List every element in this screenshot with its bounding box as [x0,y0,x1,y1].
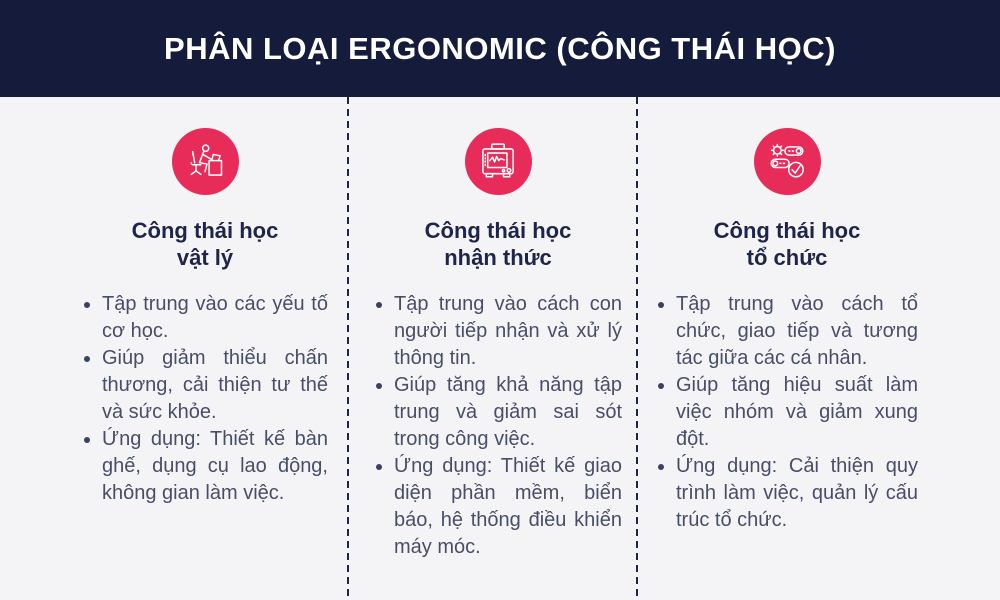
column-title-line2: vật lý [176,245,234,270]
column-title-line1: Công thái học [131,218,279,243]
person-at-desk-icon [172,128,239,195]
column-title-line1: Công thái học [424,218,572,243]
column-divider-2 [636,97,638,600]
header-banner [0,0,1000,97]
column-title-line1: Công thái học [713,218,861,243]
column-title-line2: tổ chức [746,245,828,270]
column-cognitive-ergonomics [374,128,622,561]
bullet-item: Giúp tăng khả năng tập trung và giảm sai sót trong công việc. [374,372,622,453]
column-divider-1 [347,97,349,600]
column-title [132,217,279,271]
bullet-list [374,291,622,561]
bullet-item: Tập trung vào cách tổ chức, giao tiếp và tương tác giữa các cá nhân. [656,291,918,372]
bullet-item: Tập trung vào cách con người tiếp nhận và xử lý thông tin. [374,291,622,372]
column-physical-ergonomics [82,128,328,507]
column-title [714,217,861,271]
bullet-item: Ứng dụng: Cải thiện quy trình làm việc, quản lý cấu trúc tổ chức. [656,453,918,534]
column-title-line2: nhận thức [444,245,552,270]
monitor-waveform-icon [465,128,532,195]
page-title: PHÂN LOẠI ERGONOMIC (CÔNG THÁI HỌC) [164,30,836,66]
bullet-list [82,291,328,507]
process-gears-check-icon [754,128,821,195]
bullet-item: Ứng dụng: Thiết kế giao diện phần mềm, biển báo, hệ thống điều khiển máy móc. [374,453,622,561]
bullet-item: Tập trung vào các yếu tố cơ học. [82,291,328,345]
column-organizational-ergonomics [656,128,918,534]
bullet-item: Giúp tăng hiệu suất làm việc nhóm và giảm xung đột. [656,372,918,453]
bullet-list [656,291,918,534]
bullet-item: Ứng dụng: Thiết kế bàn ghế, dụng cụ lao động, không gian làm việc. [82,426,328,507]
column-title [425,217,572,271]
bullet-item: Giúp giảm thiểu chấn thương, cải thiện tư thế và sức khỏe. [82,345,328,426]
